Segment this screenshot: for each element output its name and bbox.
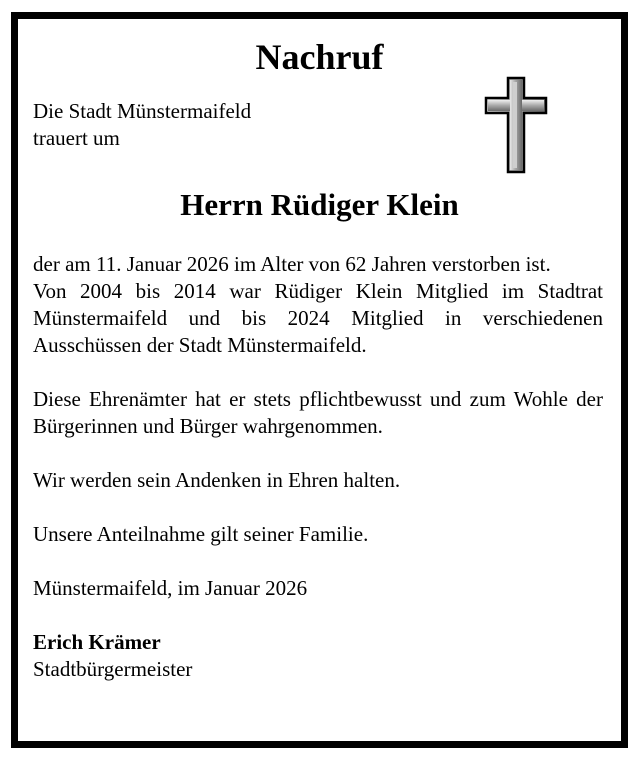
deceased-name: Herrn Rüdiger Klein	[180, 187, 459, 222]
signatory-name: Erich Krämer	[33, 630, 161, 654]
paragraph-honors: Diese Ehrenämter hat er stets pflichtbewusst und zum Wohle der Bürgerinnen und Bürger wahrgenommen.	[33, 387, 603, 438]
signatory-title: Stadtbürgermeister	[33, 657, 193, 681]
notice-title: Nachruf	[255, 37, 384, 77]
cross-icon	[484, 76, 548, 174]
paragraph-service: Von 2004 bis 2014 war Rüdiger Klein Mitglied im Stadtrat Münstermaifeld und bis 2024 Mitglied in verschiedenen Ausschüssen der Stadt Münstermaifeld.	[33, 279, 603, 357]
paragraph-condolence: Unsere Anteilnahme gilt seiner Familie.	[33, 522, 369, 546]
paragraph-death: der am 11. Januar 2026 im Alter von 62 Jahren verstorben ist.	[33, 252, 551, 276]
paragraph-remembrance: Wir werden sein Andenken in Ehren halten.	[33, 468, 401, 492]
place-date: Münstermaifeld, im Januar 2026	[33, 576, 308, 600]
intro-line-2: trauert um	[33, 126, 120, 150]
obituary-frame	[11, 12, 628, 748]
intro-text	[33, 98, 251, 152]
notice-body	[33, 251, 603, 683]
intro-line-1: Die Stadt Münstermaifeld	[33, 99, 252, 123]
